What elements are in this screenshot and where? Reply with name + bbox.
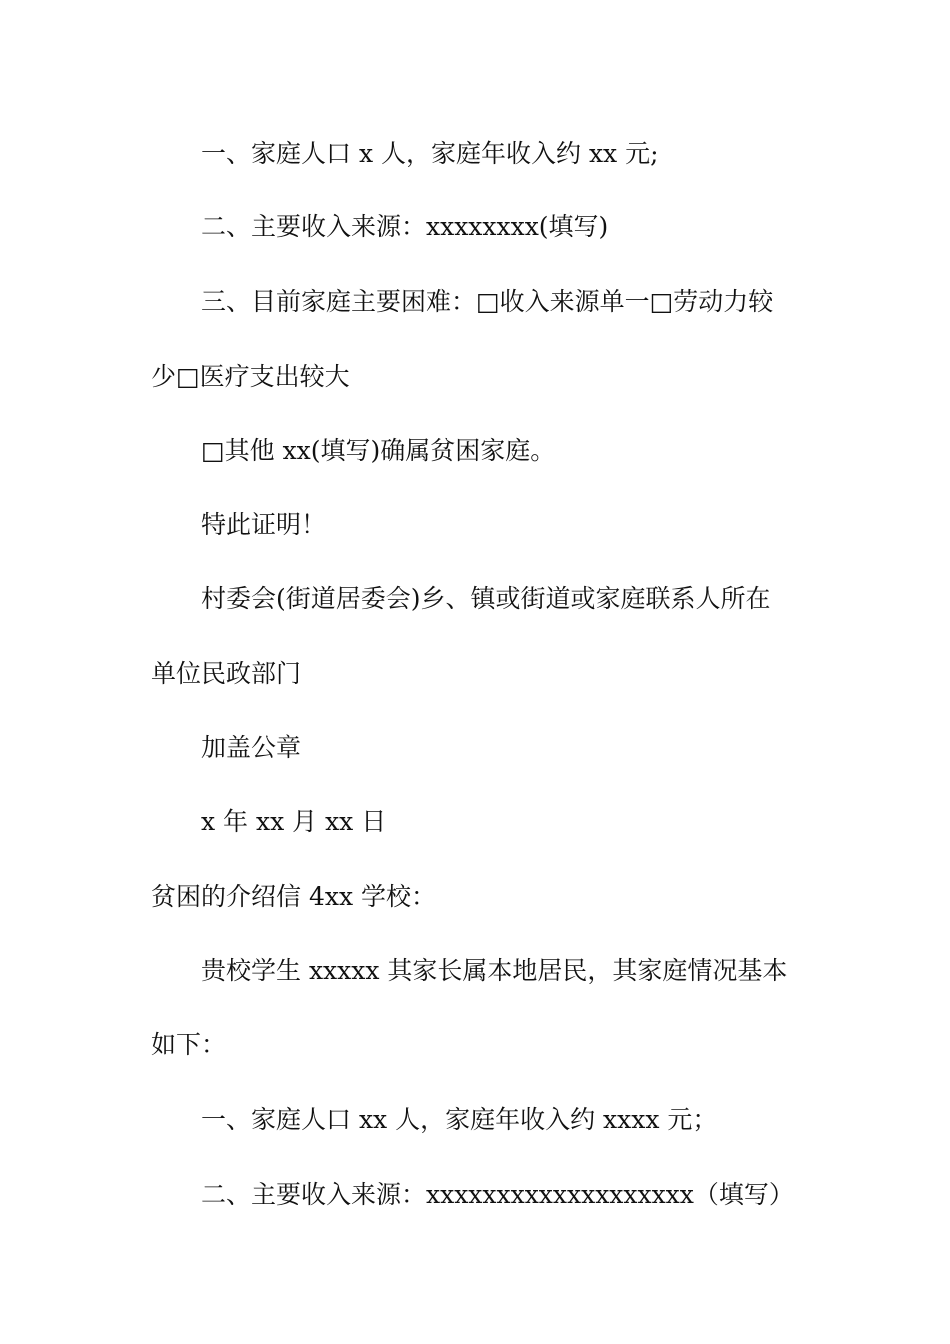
paragraph-student-family: 贵校学生 xxxxx 其家长属本地居民，其家庭情况基本 [201,956,788,985]
paragraph-other-difficulty: □其他 xx(填写)确属贫困家庭。 [201,436,556,465]
heading-poverty-introduction-letter: 贫困的介绍信 4xx 学校： [151,882,436,911]
paragraph-certification: 特此证明！ [201,510,327,539]
paragraph-student-family-continued: 如下： [151,1030,227,1059]
paragraph-household-population: 一、家庭人口 x 人，家庭年收入约 xx 元; [201,139,659,168]
paragraph-main-difficulties-continued: 少□医疗支出较大 [151,362,350,391]
paragraph-main-income-source: 二、主要收入来源：xxxxxxxx(填写) [201,212,609,241]
paragraph-date: x 年 xx 月 xx 日 [201,807,387,836]
paragraph-issuer: 村委会(街道居委会)乡、镇或街道或家庭联系人所在 [201,584,771,613]
paragraph-issuer-continued: 单位民政部门 [151,659,302,688]
paragraph-household-population-second: 一、家庭人口 xx 人，家庭年收入约 xxxx 元； [201,1105,718,1134]
paragraph-main-income-source-second: 二、主要收入来源：xxxxxxxxxxxxxxxxxxx（填写） [201,1180,794,1209]
paragraph-main-difficulties: 三、目前家庭主要困难：□收入来源单一□劳动力较 [201,287,774,316]
paragraph-official-seal: 加盖公章 [201,733,302,762]
